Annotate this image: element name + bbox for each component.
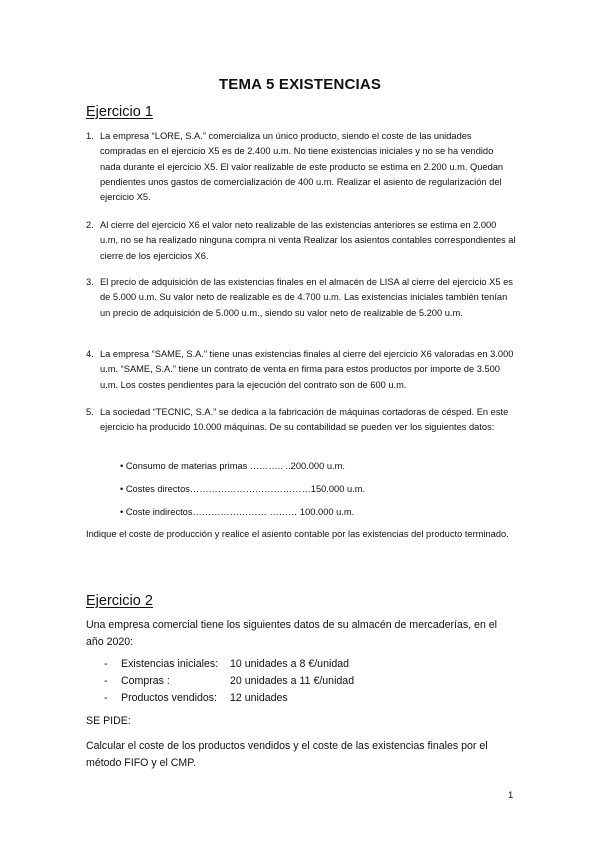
ejercicio-2-question: Calcular el coste de los productos vendidos y el coste de las existencias finales por el método FIFO y el CMP. xyxy=(86,740,488,770)
se-pide-label: SE PIDE: xyxy=(86,715,131,727)
ejercicio-2-intro: Una empresa comercial tiene los siguientes datos de su almacén de mercaderías, en el año 2020: xyxy=(86,619,498,649)
row-label: Compras : xyxy=(121,675,170,687)
item-text: El precio de adquisición de las existencias finales en el almacén de LISA al cierre del ejercicio X5 es de 5.000 u.m. Su valor neto de realizable es de 4.700 u.m. Las existencias iniciales también tenían un precio de adquisición de 5.000 u.m., siendo su valor neto de realizable de 5.200 u.m. xyxy=(100,277,513,318)
dash-marker: - xyxy=(104,675,108,687)
exercise-item-1 xyxy=(86,129,516,205)
item-number: 1. xyxy=(86,131,94,141)
cost-bullet-costes-indirectos: • Coste indirectos…………………… ……… 100.000 u.m. xyxy=(120,507,355,517)
item-text: La empresa “SAME, S.A.” tiene unas existencias finales al cierre del ejercicio X6 valoradas en 3.000 u.m. “SAME, S.A.” tiene un contrato de venta en firma para estos productos por importe de 3.500 u.m. Los costes pendientes para la ejecución del contrato son de 600 u.m. xyxy=(100,349,514,390)
item-number: 3. xyxy=(86,277,94,287)
row-value: 20 unidades a 11 €/unidad xyxy=(230,675,355,687)
ejercicio-2-heading: Ejercicio 2 xyxy=(86,593,153,609)
ejercicio-1-heading: Ejercicio 1 xyxy=(86,104,153,120)
exercise-5-instruction: Indique el coste de producción y realice el asiento contable por las existencias del producto terminado. xyxy=(86,529,509,539)
page-title: TEMA 5 EXISTENCIAS xyxy=(218,76,382,93)
exercise-item-2 xyxy=(86,218,516,264)
exercise-item-4 xyxy=(86,347,516,393)
exercise-item-5 xyxy=(86,405,516,436)
item-text: La empresa “LORE, S.A.” comercializa un único producto, siendo el coste de las unidades compradas en el ejercicio X5 es de 2.400 u.m. No tiene existencias iniciales y no se ha vendido nada durante el ejercicio X5. El valor realizable de este producto se estima en 2.200 u.m. Quedan pendientes unos gastos de comercialización de 400 u.m. Realizar el asiento de regularización del ejercicio X5. xyxy=(100,131,504,203)
page-number: 1 xyxy=(508,790,514,801)
dash-marker: - xyxy=(104,658,108,670)
item-number: 2. xyxy=(86,220,94,230)
item-text: Al cierre del ejercicio X6 el valor neto realizable de las existencias anteriores se estima en 2.000 u.m, no se ha realizado ninguna compra ni venta Realizar los asientos contables correspondientes al cierre de los ejercicios X6. xyxy=(100,220,516,261)
row-label: Productos vendidos: xyxy=(121,692,217,704)
row-label: Existencias iniciales: xyxy=(121,658,219,670)
exercise-item-3 xyxy=(86,275,516,321)
row-value: 12 unidades xyxy=(230,692,288,704)
item-text: La sociedad “TECNIC, S.A.” se dedica a la fabricación de máquinas cortadoras de césped. En este ejercicio ha producido 10.000 máquinas. De su contabilidad se pueden ver los siguientes datos: xyxy=(100,407,509,433)
item-number: 4. xyxy=(86,349,94,359)
row-value: 10 unidades a 8 €/unidad xyxy=(230,658,349,670)
cost-bullet-materias-primas: • Consumo de materias primas ……….. ..200.000 u.m. xyxy=(120,461,345,471)
cost-bullet-costes-directos: • Costes directos…………………………………150.000 u.m. xyxy=(120,484,366,494)
item-number: 5. xyxy=(86,407,94,417)
dash-marker: - xyxy=(104,692,108,704)
